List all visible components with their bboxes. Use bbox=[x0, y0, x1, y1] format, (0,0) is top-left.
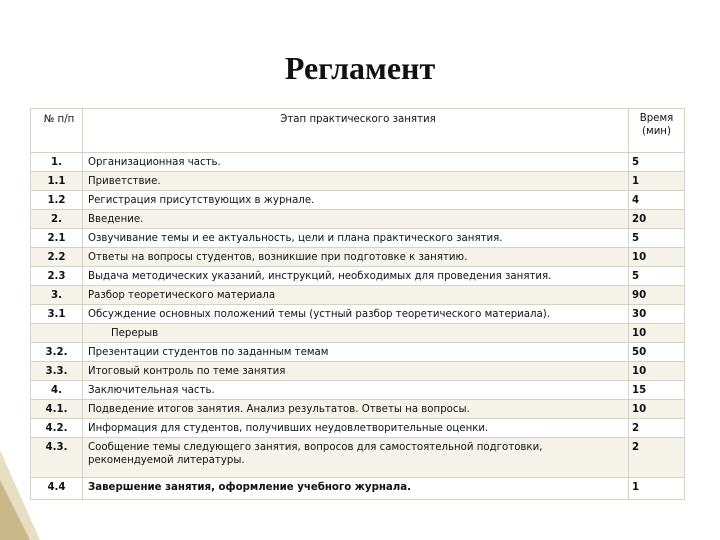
row-num: 2. bbox=[31, 210, 83, 229]
row-num: 1.2 bbox=[31, 191, 83, 210]
row-stage: Организационная часть. bbox=[83, 153, 629, 172]
page-title: Регламент bbox=[284, 50, 436, 86]
row-time: 90 bbox=[629, 286, 685, 305]
row-stage: Подведение итогов занятия. Анализ результатов. Ответы на вопросы. bbox=[83, 400, 629, 419]
row-num: 4.3. bbox=[31, 438, 83, 478]
row-time: 20 bbox=[629, 210, 685, 229]
header-time bbox=[629, 109, 685, 153]
row-time: 2 bbox=[629, 438, 685, 478]
row-num: 3.2. bbox=[31, 343, 83, 362]
row-time: 10 bbox=[629, 324, 685, 343]
header-time-line1: Время bbox=[639, 113, 674, 124]
row-time: 5 bbox=[629, 229, 685, 248]
row-time: 5 bbox=[629, 153, 685, 172]
row-time: 10 bbox=[629, 400, 685, 419]
row-stage: Итоговый контроль по теме занятия bbox=[83, 362, 629, 381]
table-row bbox=[31, 381, 685, 400]
schedule-table bbox=[30, 108, 685, 500]
row-time: 15 bbox=[629, 381, 685, 400]
table-row bbox=[31, 229, 685, 248]
row-num bbox=[31, 324, 83, 343]
table-row bbox=[31, 324, 685, 343]
row-time: 10 bbox=[629, 248, 685, 267]
row-num: 3.3. bbox=[31, 362, 83, 381]
row-stage: Регистрация присутствующих в журнале. bbox=[83, 191, 629, 210]
row-stage: Разбор теоретического материала bbox=[83, 286, 629, 305]
table-row bbox=[31, 478, 685, 500]
row-num: 2.1 bbox=[31, 229, 83, 248]
row-stage: Обсуждение основных положений темы (устный разбор теоретического материала). bbox=[83, 305, 629, 324]
row-num: 3.1 bbox=[31, 305, 83, 324]
header-num: № п/п bbox=[31, 109, 83, 153]
row-stage: Приветствие. bbox=[83, 172, 629, 191]
row-stage: Ответы на вопросы студентов, возникшие при подготовке к занятию. bbox=[83, 248, 629, 267]
table-row bbox=[31, 172, 685, 191]
row-stage: Сообщение темы следующего занятия, вопросов для самостоятельной подготовки, рекомендуемой литературы. bbox=[83, 438, 629, 478]
row-num: 2.2 bbox=[31, 248, 83, 267]
row-num: 4.1. bbox=[31, 400, 83, 419]
table-header-row bbox=[31, 109, 685, 153]
row-stage: Перерыв bbox=[83, 324, 629, 343]
table-row bbox=[31, 286, 685, 305]
table-row bbox=[31, 419, 685, 438]
row-time: 1 bbox=[629, 172, 685, 191]
row-stage: Информация для студентов, получивших неудовлетворительные оценки. bbox=[83, 419, 629, 438]
row-stage: Озвучивание темы и ее актуальность, цели и плана практического занятия. bbox=[83, 229, 629, 248]
row-time: 1 bbox=[629, 478, 685, 500]
row-time: 4 bbox=[629, 191, 685, 210]
header-time-line2: (мин) bbox=[642, 126, 671, 137]
table-row bbox=[31, 153, 685, 172]
row-time: 2 bbox=[629, 419, 685, 438]
row-time: 50 bbox=[629, 343, 685, 362]
table-row bbox=[31, 210, 685, 229]
row-time: 5 bbox=[629, 267, 685, 286]
row-time: 30 bbox=[629, 305, 685, 324]
row-time: 10 bbox=[629, 362, 685, 381]
row-num: 2.3 bbox=[31, 267, 83, 286]
table-row bbox=[31, 400, 685, 419]
table-row bbox=[31, 343, 685, 362]
table-row bbox=[31, 248, 685, 267]
table-row bbox=[31, 191, 685, 210]
row-num: 4.2. bbox=[31, 419, 83, 438]
table-row bbox=[31, 362, 685, 381]
row-stage: Презентации студентов по заданным темам bbox=[83, 343, 629, 362]
header-stage: Этап практического занятия bbox=[83, 109, 629, 153]
row-stage: Выдача методических указаний, инструкций, необходимых для проведения занятия. bbox=[83, 267, 629, 286]
row-stage: Заключительная часть. bbox=[83, 381, 629, 400]
table-row bbox=[31, 305, 685, 324]
table-row bbox=[31, 267, 685, 286]
row-stage: Завершение занятия, оформление учебного журнала. bbox=[83, 478, 629, 500]
row-num: 4.4 bbox=[31, 478, 83, 500]
row-num: 1. bbox=[31, 153, 83, 172]
row-stage: Введение. bbox=[83, 210, 629, 229]
table-row bbox=[31, 438, 685, 478]
row-num: 3. bbox=[31, 286, 83, 305]
row-num: 1.1 bbox=[31, 172, 83, 191]
row-num: 4. bbox=[31, 381, 83, 400]
